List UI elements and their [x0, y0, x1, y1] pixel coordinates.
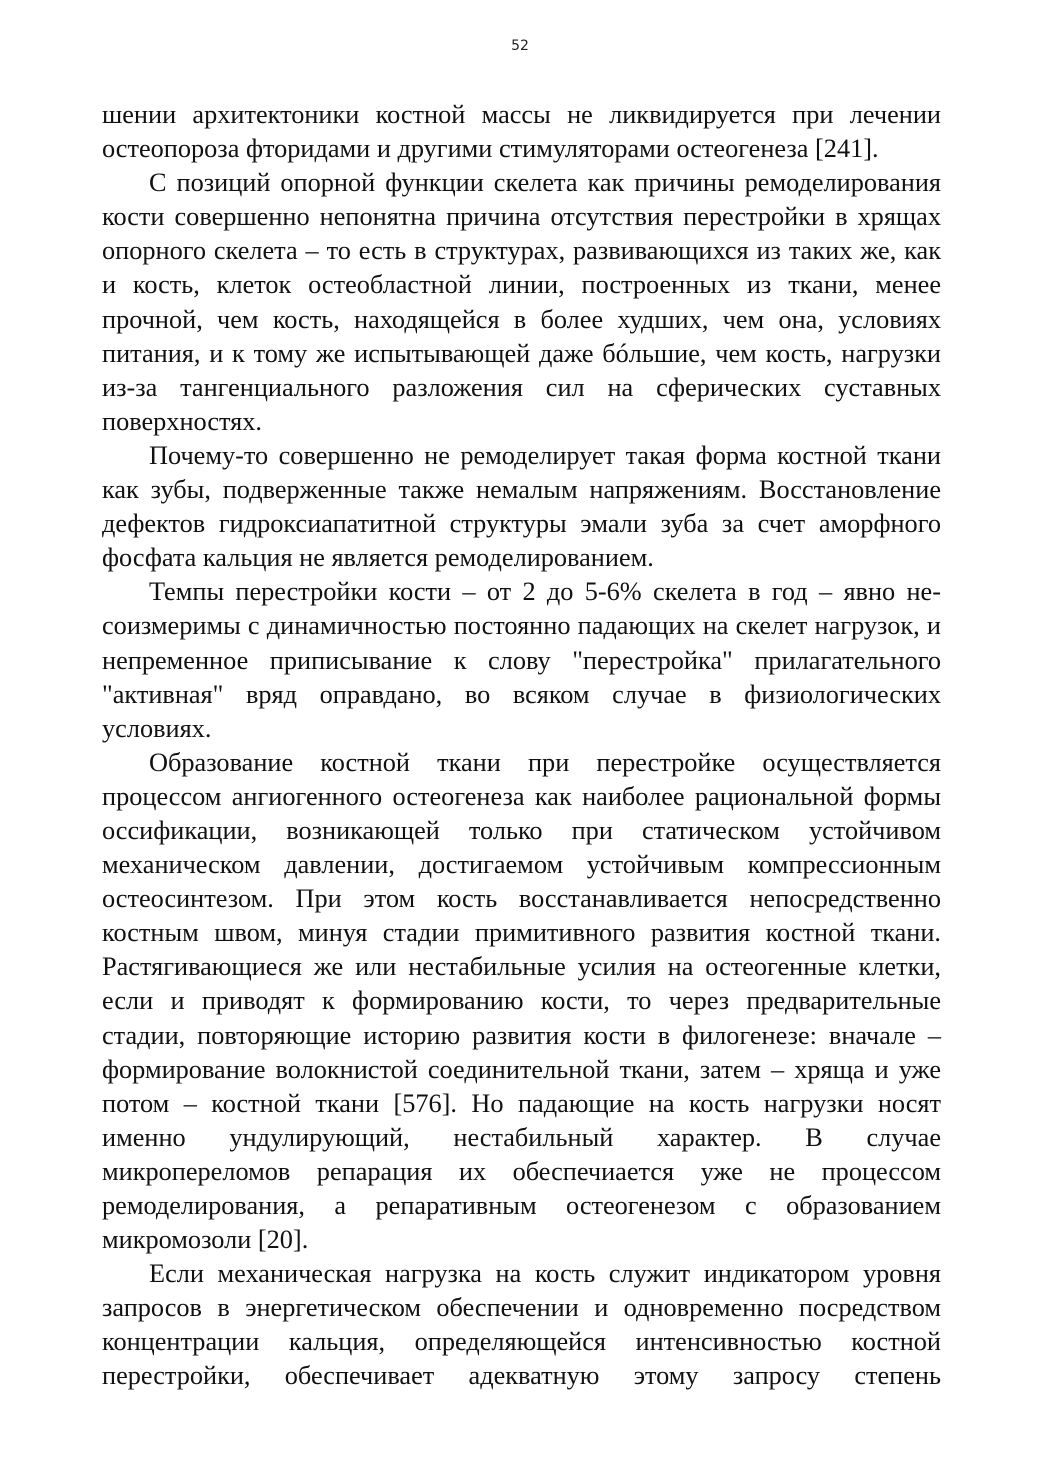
page-number: 52 — [511, 38, 529, 54]
paragraph-bone-formation: Образование костной ткани при перестройке осуществляется процессом ангиогенного остеогенеза как наиболее рациональной формы оссификации, возникающей только при статическом устойчивом механическом давлении, достигаемом устойчивым компрессионным остеосинтезом. При этом кость восстанавливается непосредственно костным швом, минуя стадии примитивного развития костной ткани. Растягивающиеся же или нестабильные усилия на остеогенные клетки, если и приводят к формированию кости, то через предварительные стадии, повторяющие историю развития кости в филогенезе: вначале – формирование волокнистой соединительной ткани, затем – хряща и уже потом – костной ткани [576]. Но падающие на кость нагрузки носят именно ундулирующий, нестабильный характер. В случае микропереломов репарация их обеспечиается уже не процессом ремоделирования, а репаративным остеогенезом с образованием микромозоли [20]. — [102, 747, 941, 1255]
paragraph-remodeling-rate: Темпы перестройки кости – от 2 до 5-6% скелета в год – явно несоизмеримы с динамичностью постоянно падающих на скелет нагрузок, и непременное приписывание к слову "перестройка" прилагательного "активная" вряд оправдано, во всяком случае в физиологических условиях. — [102, 577, 941, 743]
paragraph-teeth-remodeling: Почему-то совершенно не ремоделирует такая форма костной ткани как зубы, подверженные также немалым напряжениям. Восстановление дефектов гидроксиапатитной структуры эмали зуба за счет аморфного фосфата кальция не является ремоделированием. — [102, 440, 941, 573]
body-text — [102, 98, 941, 1394]
paragraph-mechanical-load: Если механическая нагрузка на кость служит индикатором уровня запросов в энергетическом обеспечении и одновременно посредством концентрации кальция, определяющейся интенсивностью костной перестройки, обеспечивает адекватную этому запросу степень — [102, 1259, 941, 1391]
paragraph-skeleton-support-function: С позиций опорной функции скелета как причины ремоделирования кости совершенно непонятна причина отсутствия перестройки в хрящах опорного скелета – то есть в структурах, развивающихся из таких же, как и кость, клеток остеобластной линии, построенных из ткани, менее прочной, чем кость, находящейся в более худших, чем она, условиях питания, и к тому же испытывающей даже бóльшие, чем кость, нагрузки из-за тангенциального разложения сил на сферических суставных поверхностях. — [102, 168, 941, 436]
paragraph-continuation: шении архитектоники костной массы не ликвидируется при лечении остеопороза фторидами и другими стимуляторами остеогенеза [241]. — [102, 100, 941, 164]
